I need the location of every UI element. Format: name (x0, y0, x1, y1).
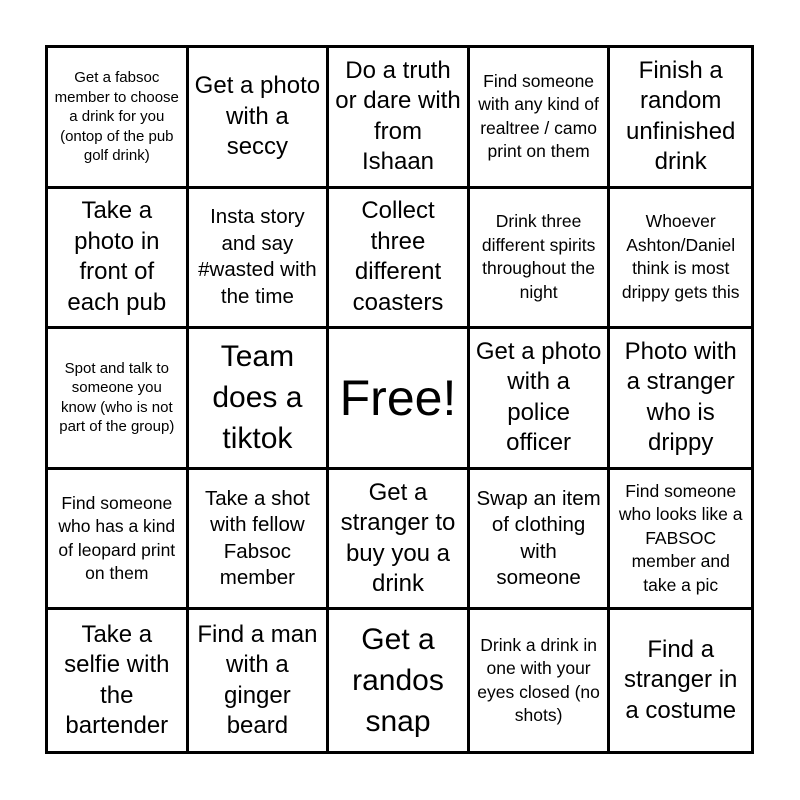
cell-text: Photo with a stranger who is drippy (624, 337, 737, 457)
bingo-cell[interactable] (48, 470, 189, 611)
cell-text: Swap an item of clothing with someone (476, 486, 601, 590)
bingo-cell[interactable] (189, 329, 330, 470)
cell-text: Insta story and say #wasted with the time (198, 205, 317, 308)
cell-text: Get a photo with a seccy (194, 72, 321, 161)
bingo-cell[interactable] (189, 610, 330, 751)
cell-text: Do a truth or dare with from Ishaan (335, 56, 461, 176)
bingo-cell[interactable] (470, 329, 611, 470)
bingo-cell[interactable] (48, 189, 189, 330)
cell-text: Finish a random unfinished drink (625, 56, 736, 176)
free-text: Free! (339, 369, 457, 426)
bingo-cell[interactable] (329, 189, 470, 330)
cell-text: Drink three different spirits throughout the night (481, 211, 596, 302)
bingo-card (45, 45, 754, 754)
cell-text: Get a stranger to buy you a drink (340, 478, 456, 598)
cell-text: Find someone with any kind of realtree / camo print on them (478, 70, 599, 162)
cell-text: Collect three different coasters (352, 197, 444, 316)
bingo-cell[interactable] (189, 48, 330, 189)
bingo-cell[interactable] (610, 610, 751, 751)
bingo-cell[interactable] (48, 48, 189, 189)
cell-text: Whoever Ashton/Daniel think is most drippy gets this (621, 211, 740, 302)
bingo-cell[interactable] (48, 329, 189, 470)
cell-text: Get a fabsoc member to choose a drink for you (ontop of the pub golf drink) (54, 69, 179, 165)
cell-text: Find a man with a ginger beard (197, 620, 318, 740)
bingo-cell[interactable] (470, 189, 611, 330)
cell-text: Get a photo with a police officer (475, 337, 602, 457)
cell-text: Take a photo in front of each pub (67, 197, 167, 316)
cell-text: Find a stranger in a costume (624, 635, 738, 724)
bingo-cell[interactable] (189, 470, 330, 611)
cell-text: Drink a drink in one with your eyes closed (no shots) (477, 634, 600, 726)
bingo-cell[interactable] (329, 470, 470, 611)
bingo-cell[interactable] (189, 189, 330, 330)
bingo-cell[interactable] (470, 48, 611, 189)
cell-text: Spot and talk to someone you know (who is not part of the group) (59, 359, 175, 436)
free-cell[interactable] (329, 329, 470, 470)
cell-text: Take a shot with fellow Fabsoc member (204, 486, 310, 590)
bingo-cell[interactable] (610, 329, 751, 470)
bingo-cell[interactable] (610, 189, 751, 330)
bingo-cell[interactable] (470, 610, 611, 751)
bingo-cell[interactable] (610, 470, 751, 611)
bingo-cell[interactable] (329, 610, 470, 751)
cell-text: Find someone who looks like a FABSOC member and take a pic (618, 480, 743, 595)
cell-text: Team does a tiktok (212, 340, 303, 456)
bingo-cell[interactable] (610, 48, 751, 189)
bingo-cell[interactable] (48, 610, 189, 751)
cell-text: Take a selfie with the bartender (64, 620, 170, 740)
cell-text: Find someone who has a kind of leopard print on them (58, 492, 176, 584)
bingo-cell[interactable] (470, 470, 611, 611)
bingo-cell[interactable] (329, 48, 470, 189)
cell-text: Get a randos snap (352, 623, 444, 739)
